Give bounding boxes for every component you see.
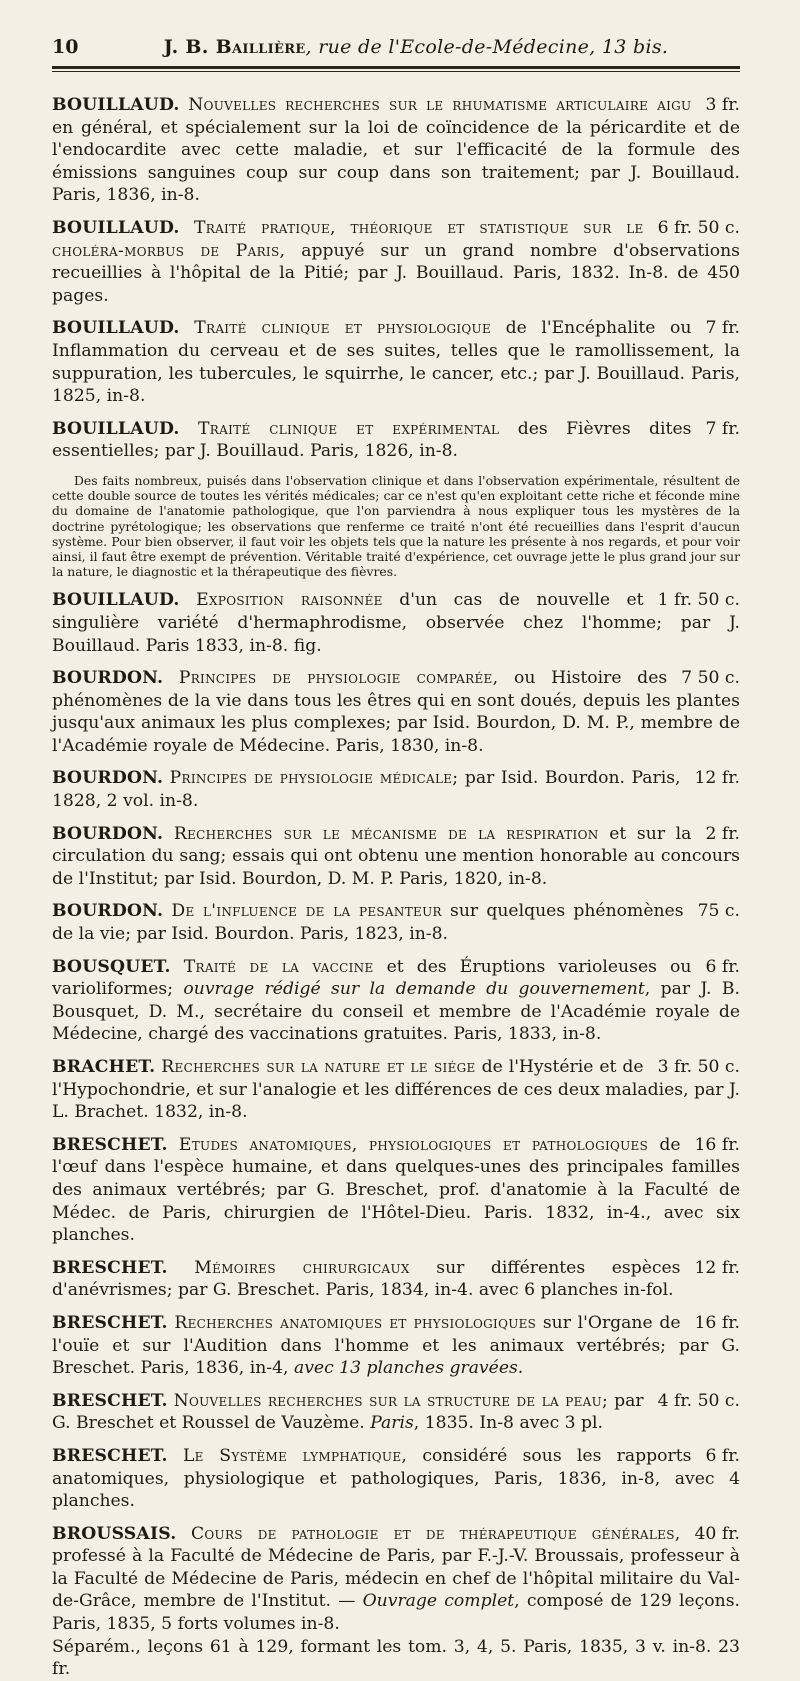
- entry-author: BROUSSAIS.: [52, 1523, 177, 1544]
- entry-description: ou Histoire des phénomènes de la vie dans tous les êtres qui en sont doués, depuis les plantes jusqu'aux animaux les plus complexes; par Isid. Bourdon, D. M. P., membre de l'Académie royale de Médecine. Paris, 1830, in-8.: [52, 668, 740, 756]
- entry-price: 6 fr. 50 c.: [657, 217, 740, 238]
- entry-author: BOURDON.: [52, 668, 164, 689]
- catalog-entry: [52, 667, 740, 757]
- running-header: [52, 36, 740, 58]
- entry-price: 16 fr.: [694, 1134, 740, 1155]
- entry-title: Etudes anatomiques, physiologiques et pathologiques: [178, 1134, 649, 1155]
- entry-extra: Séparém., leçons 61 à 129, formant les tom. 3, 4, 5. Paris, 1835, 3 v. in-8. 23 fr.: [52, 1636, 740, 1680]
- entry-author: BRESCHET.: [52, 1390, 168, 1411]
- entry-title: Principes de physiologie médicale;: [169, 768, 459, 789]
- entry-title: Traité de la vaccine: [183, 956, 374, 977]
- entry-description: en général, et spécialement sur la loi de coïncidence de la péricardite et de l'endocardite avec cette maladie, et sur l'efficacité de la formule des émissions sanguines coup sur coup dans son traitement; par J. Bouillaud. Paris, 1836, in-8.: [52, 117, 740, 206]
- entry-author: BRACHET.: [52, 1057, 156, 1078]
- entry-author: BOUILLAUD.: [52, 590, 180, 611]
- catalog-entry: [52, 1312, 740, 1380]
- entry-price: 12 fr.: [694, 768, 740, 789]
- entry-description: de l'œuf dans l'espèce humaine, et dans quelques-unes des principales familles des animaux vertébrés; par G. Breschet, prof. d'anatomie à la Faculté de Médec. de Paris, chirurgien de l'Hôtel-Dieu. Paris. 1832, in-4., avec six planches.: [52, 1134, 740, 1246]
- catalog-entry: [52, 589, 740, 657]
- entry-description: sur différentes espèces d'anévrismes; par G. Breschet. Paris, 1834, in-4. avec 6 planches in-fol.: [52, 1257, 681, 1301]
- entry-description: et des Éruptions varioleuses ou varioliformes;: [52, 956, 692, 1000]
- entry-description: des Fièvres dites essentielles; par J. Bouillaud. Paris, 1826, in-8.: [52, 418, 692, 462]
- catalog-entry: [52, 767, 740, 812]
- entry-title: Le Système lymphatique,: [182, 1445, 408, 1466]
- catalog-entry: [52, 1056, 740, 1124]
- entry-description-cont: , composé de 129 leçons. Paris, 1835, 5 forts volumes in-8.: [52, 1591, 740, 1635]
- entry-description: et sur la circulation du sang; essais qui ont obtenu une mention honorable au concours de l'Institut; par Isid. Bourdon, D. M. P. Paris, 1820, in-8.: [52, 823, 740, 889]
- entry-title: Traité clinique et expérimental: [198, 418, 500, 439]
- entry-price: 7 50 c.: [681, 668, 740, 689]
- entry-description-cont: , 1835. In-8 avec 3 pl.: [413, 1413, 604, 1434]
- entry-description: de l'Hystérie et de l'Hypochondrie, et sur l'analogie et les différences de ces deux maladies, par J. L. Brachet. 1832, in-8.: [52, 1057, 740, 1123]
- entry-title: Traité clinique et physiologique: [194, 318, 492, 339]
- entry-price: 3 fr.: [705, 95, 740, 115]
- publisher-name: J. B. Baillière: [163, 36, 306, 58]
- header-rule-thin: [52, 71, 740, 72]
- entry-description: sur l'Organe de l'ouïe et sur l'Audition dans l'homme et les animaux vertébrés; par G. Breschet. Paris, 1836, in-4,: [52, 1312, 740, 1379]
- entry-author: BRESCHET.: [52, 1134, 168, 1155]
- entry-price: 12 fr.: [694, 1257, 740, 1278]
- entry-title: Cours de pathologie et de thérapeutique générales,: [190, 1523, 681, 1544]
- entry-description-cont: , par J. B. Bousquet, D. M., secrétaire du conseil et membre de l'Académie royale de Médecine, chargé des vaccinations gratuites. Paris, 1833, in-8.: [52, 979, 740, 1045]
- entry-description: appuyé sur un grand nombre d'observations recueillies à l'hôpital de la Pitié; par J. Bouillaud. Paris, 1832. In-8. de 450 pages.: [52, 240, 740, 306]
- entry-title: Exposition raisonnée: [196, 590, 383, 611]
- entry-price: 2 fr.: [705, 823, 740, 844]
- entry-title: Principes de physiologie comparée,: [178, 668, 499, 689]
- publisher-line: [92, 36, 740, 58]
- entry-description: professé à la Faculté de Médecine de Paris, par F.-J.-V. Broussais, professeur à la Faculté de Médecine de Paris, médecin en chef de l'hôpital militaire du Val-de-Grâce, membre de l'Institut. —: [52, 1546, 740, 1612]
- publisher-address: , rue de l'Ecole-de-Médecine, 13 bis.: [305, 36, 669, 58]
- entry-price: 7 fr.: [705, 318, 740, 339]
- catalog-entry: [52, 1134, 740, 1247]
- entry-title: Nouvelles recherches sur le rhumatisme articulaire aigu: [188, 95, 692, 115]
- page-number: 10: [52, 36, 79, 58]
- catalog-entry: [52, 900, 740, 945]
- entry-author: BOUILLAUD.: [52, 217, 180, 238]
- entry-title: Recherches sur la nature et le siége: [161, 1057, 476, 1078]
- entry-price: 16 fr.: [694, 1312, 740, 1333]
- entry-price: 7 fr.: [705, 418, 740, 439]
- entry-author: BOUILLAUD.: [52, 95, 180, 115]
- entry-description: considéré sous les rapports anatomiques, physiologique et pathologiques, Paris, 1836, in-8, avec 4 planches.: [52, 1445, 740, 1512]
- entry-title: Recherches anatomiques et physiologiques: [174, 1312, 537, 1333]
- entry-author: BOURDON.: [52, 823, 164, 844]
- catalog-entry: [52, 317, 740, 407]
- catalog-entry: [52, 418, 740, 463]
- entry-price: 40 fr.: [694, 1523, 740, 1544]
- entry-author: BOUSQUET.: [52, 956, 171, 977]
- entry-author: BOURDON.: [52, 901, 164, 922]
- entry-author: BRESCHET.: [52, 1445, 168, 1466]
- entry-note: Des faits nombreux, puisés dans l'observation clinique et dans l'observation expérimentale, résultent de cette double source de toutes les vérités médicales; car ce n'est qu'en exploitant cette riche et féconde mine du domaine de l'anatomie pathologique, que l'on parviendra à nous expliquer tous les mystères de la doctrine pyrétologique; les observations que renferme ce traité n'ont été recueillies dans l'esprit d'aucun système. Pour bien observer, il faut voir les objets tels que la nature les présente à nos regards, et pour voir ainsi, il faut être exempt de prévention. Véritable traité d'expérience, cet ouvrage jette le plus grand jour sur la nature, le diagnostic et la thérapeutique des fièvres.: [52, 472, 740, 580]
- entry-author: BRESCHET.: [52, 1257, 168, 1278]
- entry-title: Mémoires chirurgicaux: [194, 1257, 410, 1278]
- catalog-entry: [52, 94, 740, 207]
- catalog-entry: [52, 956, 740, 1046]
- entry-emphasis: Paris: [370, 1413, 414, 1434]
- catalog-entry: [52, 217, 740, 307]
- entry-price: 6 fr.: [705, 956, 740, 977]
- entry-description: d'un cas de nouvelle et singulière variété d'hermaphrodisme, observée chez l'homme; par J. Bouillaud. Paris 1833, in-8. fig.: [52, 590, 740, 656]
- catalog-entry: [52, 1257, 740, 1302]
- entry-author: BOUILLAUD.: [52, 418, 180, 439]
- entry-emphasis: Ouvrage complet: [362, 1591, 515, 1612]
- header-rule: [52, 66, 740, 69]
- entry-price: 4 fr. 50 c.: [657, 1390, 740, 1411]
- entry-price: 3 fr. 50 c.: [657, 1057, 740, 1078]
- catalog-entry: [52, 1390, 740, 1435]
- catalog-entry: [52, 1523, 740, 1681]
- entry-title: Nouvelles recherches sur la structure de la peau;: [173, 1390, 609, 1411]
- catalog-entry: [52, 823, 740, 891]
- entry-author: BOUILLAUD.: [52, 318, 180, 339]
- entry-description: de l'Encéphalite ou Inflammation du cerveau et de ses suites, telles que le ramollissement, la suppuration, les tubercules, le squirrhe, le cancer, etc.; par J. Bouillaud. Paris, 1825, in-8.: [52, 318, 740, 407]
- entry-title: Recherches sur le mécanisme de la respiration: [173, 823, 599, 844]
- entry-description: par G. Breschet et Roussel de Vauzème.: [52, 1390, 644, 1434]
- entry-title: Traité pratique, théorique et statistique sur le choléra-morbus de Paris,: [52, 217, 644, 261]
- entry-author: BRESCHET.: [52, 1312, 168, 1333]
- entry-price: 6 fr.: [705, 1445, 740, 1466]
- entry-title: De l'influence de la pesanteur: [171, 901, 442, 922]
- entry-price: 75 c.: [697, 901, 740, 922]
- entry-emphasis: ouvrage rédigé sur la demande du gouvernement: [183, 979, 645, 1000]
- catalog-entries: [52, 94, 740, 1681]
- entry-author: BOURDON.: [52, 768, 164, 789]
- entry-description: par Isid. Bourdon. Paris, 1828, 2 vol. in-8.: [52, 768, 681, 812]
- entry-price: 1 fr. 50 c.: [657, 590, 740, 611]
- entry-emphasis: avec 13 planches gravées.: [293, 1358, 524, 1379]
- catalog-entry: [52, 1445, 740, 1513]
- entry-description: sur quelques phénomènes de la vie; par Isid. Bourdon. Paris, 1823, in-8.: [52, 901, 684, 945]
